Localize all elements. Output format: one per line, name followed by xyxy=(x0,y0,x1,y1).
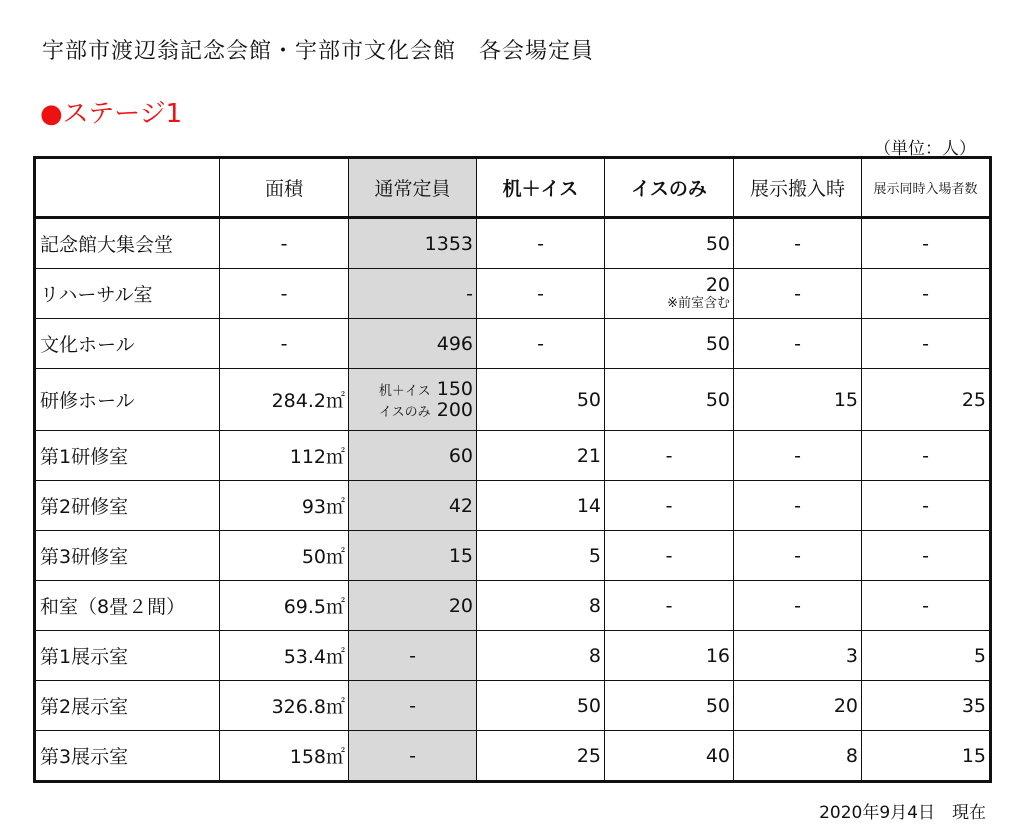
unit-label: （単位：人） xyxy=(874,139,976,159)
desk-chair-cell: 8 xyxy=(477,631,605,681)
desk-chair-cell: 25 xyxy=(477,731,605,781)
header-blank xyxy=(36,159,220,218)
exhibit-in-cell: - xyxy=(734,319,862,369)
chair-only-cell: 16 xyxy=(605,631,734,681)
area-cell: 69.5㎡ xyxy=(220,581,349,631)
chair-only-cell: - xyxy=(605,581,734,631)
header-chair-only: イスのみ xyxy=(605,159,734,218)
table-row xyxy=(36,681,990,731)
exhibit-visitors-cell: 25 xyxy=(862,369,990,431)
area-cell: 50㎡ xyxy=(220,531,349,581)
desk-chair-cell: - xyxy=(477,319,605,369)
table-row xyxy=(36,269,990,319)
table-row xyxy=(36,581,990,631)
exhibit-visitors-cell: - xyxy=(862,581,990,631)
area-cell: 158㎡ xyxy=(220,731,349,781)
capacity-cell: 60 xyxy=(349,431,477,481)
capacity-cell: 20 xyxy=(349,581,477,631)
exhibit-visitors-cell: - xyxy=(862,319,990,369)
exhibit-in-cell: - xyxy=(734,531,862,581)
header-capacity: 通常定員 xyxy=(349,159,477,218)
area-cell: 93㎡ xyxy=(220,481,349,531)
room-name: 第2研修室 xyxy=(36,481,220,531)
exhibit-in-cell: - xyxy=(734,581,862,631)
exhibit-in-cell: 15 xyxy=(734,369,862,431)
area-cell: 112㎡ xyxy=(220,431,349,481)
desk-chair-cell: 5 xyxy=(477,531,605,581)
chair-only-cell: 50 xyxy=(605,218,734,269)
capacity-cell: 42 xyxy=(349,481,477,531)
chair-only-cell xyxy=(605,269,734,319)
desk-chair-cell: 50 xyxy=(477,681,605,731)
table-row xyxy=(36,631,990,681)
room-name: 記念館大集会堂 xyxy=(36,218,220,269)
room-name: 第1展示室 xyxy=(36,631,220,681)
room-name: 第3研修室 xyxy=(36,531,220,581)
capacity-cell: 496 xyxy=(349,319,477,369)
exhibit-in-cell: 3 xyxy=(734,631,862,681)
exhibit-in-cell: 20 xyxy=(734,681,862,731)
header-area: 面積 xyxy=(220,159,349,218)
exhibit-visitors-cell: 35 xyxy=(862,681,990,731)
exhibit-visitors-cell: - xyxy=(862,481,990,531)
capacity-cell: 1353 xyxy=(349,218,477,269)
table-row xyxy=(36,481,990,531)
capacity-line-label: イスのみ xyxy=(378,404,431,420)
header-desk-chair: 机＋イス xyxy=(477,159,605,218)
desk-chair-cell: - xyxy=(477,218,605,269)
exhibit-in-cell: - xyxy=(734,481,862,531)
chair-only-value: 20 xyxy=(705,274,730,297)
room-name: 第1研修室 xyxy=(36,431,220,481)
room-name: 文化ホール xyxy=(36,319,220,369)
exhibit-in-cell: - xyxy=(734,269,862,319)
capacity-line-value: 150 xyxy=(436,377,473,400)
table-row xyxy=(36,731,990,781)
as-of-date: 2020年9月4日 現在 xyxy=(819,803,986,823)
area-cell: - xyxy=(220,269,349,319)
chair-only-cell: 50 xyxy=(605,319,734,369)
table-row xyxy=(36,319,990,369)
room-name: リハーサル室 xyxy=(36,269,220,319)
table-header-row xyxy=(36,159,990,218)
section-heading: ●ステージ1 xyxy=(40,99,183,129)
exhibit-in-cell: - xyxy=(734,431,862,481)
area-cell: - xyxy=(220,319,349,369)
capacity-line xyxy=(352,400,473,421)
chair-only-cell: - xyxy=(605,531,734,581)
capacity-cell: - xyxy=(349,731,477,781)
room-name: 和室（8畳２間） xyxy=(36,581,220,631)
desk-chair-cell: 50 xyxy=(477,369,605,431)
capacity-cell: - xyxy=(349,631,477,681)
desk-chair-cell: 8 xyxy=(477,581,605,631)
area-cell: 53.4㎡ xyxy=(220,631,349,681)
exhibit-visitors-cell: - xyxy=(862,218,990,269)
header-exhibit-visitors: 展示同時入場者数 xyxy=(862,159,990,218)
room-name: 研修ホール xyxy=(36,369,220,431)
exhibit-visitors-cell: - xyxy=(862,269,990,319)
exhibit-visitors-cell: 15 xyxy=(862,731,990,781)
capacity-line-value: 200 xyxy=(436,398,473,421)
capacity-cell: 15 xyxy=(349,531,477,581)
chair-only-cell: 50 xyxy=(605,369,734,431)
chair-only-cell: 40 xyxy=(605,731,734,781)
chair-only-cell: - xyxy=(605,481,734,531)
capacity-cell: - xyxy=(349,681,477,731)
area-cell: 326.8㎡ xyxy=(220,681,349,731)
chair-only-cell: 50 xyxy=(605,681,734,731)
page-title: 宇部市渡辺翁記念会館・宇部市文化会館 各会場定員 xyxy=(42,39,595,64)
desk-chair-cell: 14 xyxy=(477,481,605,531)
capacity-table xyxy=(35,158,990,781)
exhibit-visitors-cell: - xyxy=(862,431,990,481)
area-cell: - xyxy=(220,218,349,269)
exhibit-in-cell: 8 xyxy=(734,731,862,781)
chair-only-note: ※前室含む xyxy=(667,296,730,312)
exhibit-visitors-cell: - xyxy=(862,531,990,581)
header-exhibit-in: 展示搬入時 xyxy=(734,159,862,218)
capacity-cell xyxy=(349,369,477,431)
desk-chair-cell: 21 xyxy=(477,431,605,481)
desk-chair-cell: - xyxy=(477,269,605,319)
exhibit-in-cell: - xyxy=(734,218,862,269)
capacity-cell: - xyxy=(349,269,477,319)
exhibit-visitors-cell: 5 xyxy=(862,631,990,681)
table-row xyxy=(36,369,990,431)
capacity-line-label: 机＋イス xyxy=(378,383,431,399)
chair-only-cell: - xyxy=(605,431,734,481)
capacity-line xyxy=(352,379,473,400)
table-row xyxy=(36,531,990,581)
table-row xyxy=(36,431,990,481)
area-cell: 284.2㎡ xyxy=(220,369,349,431)
table-row xyxy=(36,218,990,269)
room-name: 第2展示室 xyxy=(36,681,220,731)
room-name: 第3展示室 xyxy=(36,731,220,781)
